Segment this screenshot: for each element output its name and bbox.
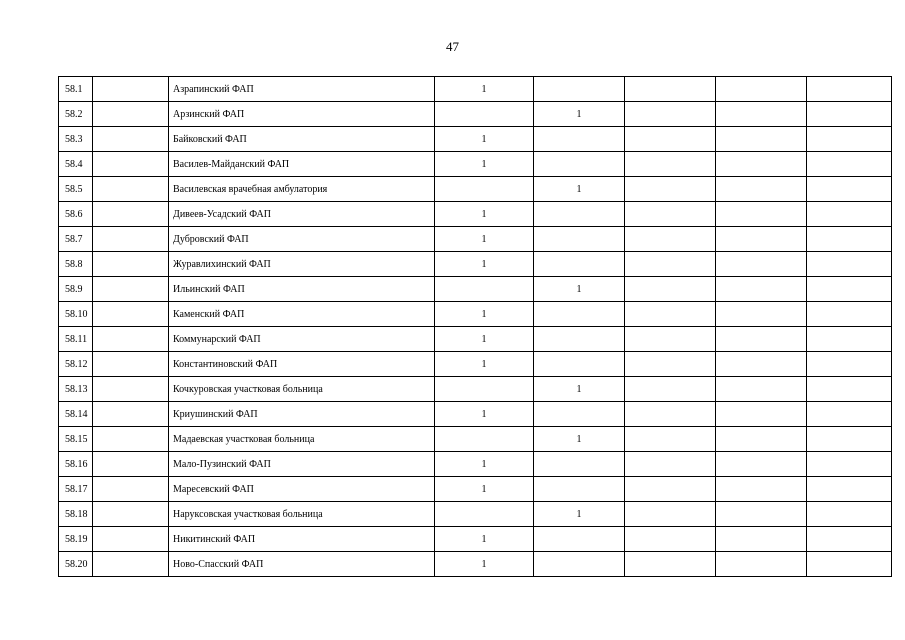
value-cell-col7 bbox=[716, 177, 807, 202]
facility-name-cell: Никитинский ФАП bbox=[169, 527, 435, 552]
table-row bbox=[59, 502, 892, 527]
row-number-cell: 58.3 bbox=[59, 127, 93, 152]
row-number-cell: 58.1 bbox=[59, 77, 93, 102]
value-cell-col5: 1 bbox=[534, 502, 625, 527]
code-cell bbox=[93, 527, 169, 552]
value-cell-col7 bbox=[716, 502, 807, 527]
row-number-cell: 58.6 bbox=[59, 202, 93, 227]
table-row bbox=[59, 402, 892, 427]
value-cell-col6 bbox=[625, 227, 716, 252]
row-number-cell: 58.8 bbox=[59, 252, 93, 277]
facility-name-cell: Константиновский ФАП bbox=[169, 352, 435, 377]
code-cell bbox=[93, 352, 169, 377]
table-row bbox=[59, 427, 892, 452]
code-cell bbox=[93, 377, 169, 402]
value-cell-col5 bbox=[534, 152, 625, 177]
table-row bbox=[59, 452, 892, 477]
value-cell-col5 bbox=[534, 302, 625, 327]
row-number-cell: 58.17 bbox=[59, 477, 93, 502]
code-cell bbox=[93, 252, 169, 277]
value-cell-col4 bbox=[435, 177, 534, 202]
value-cell-col5 bbox=[534, 402, 625, 427]
value-cell-col8 bbox=[807, 102, 892, 127]
table-row bbox=[59, 327, 892, 352]
row-number-cell: 58.10 bbox=[59, 302, 93, 327]
row-number-cell: 58.5 bbox=[59, 177, 93, 202]
table-row bbox=[59, 377, 892, 402]
value-cell-col7 bbox=[716, 377, 807, 402]
table-row bbox=[59, 552, 892, 577]
value-cell-col7 bbox=[716, 552, 807, 577]
code-cell bbox=[93, 102, 169, 127]
value-cell-col8 bbox=[807, 452, 892, 477]
value-cell-col8 bbox=[807, 202, 892, 227]
facility-name-cell: Ильинский ФАП bbox=[169, 277, 435, 302]
code-cell bbox=[93, 302, 169, 327]
value-cell-col7 bbox=[716, 277, 807, 302]
facility-name-cell: Кочкуровская участковая больница bbox=[169, 377, 435, 402]
code-cell bbox=[93, 427, 169, 452]
value-cell-col4 bbox=[435, 377, 534, 402]
value-cell-col7 bbox=[716, 302, 807, 327]
page-number: 47 bbox=[446, 39, 459, 54]
facility-name-cell: Наруксовская участковая больница bbox=[169, 502, 435, 527]
facility-name-cell: Каменский ФАП bbox=[169, 302, 435, 327]
code-cell bbox=[93, 552, 169, 577]
code-cell bbox=[93, 77, 169, 102]
value-cell-col5 bbox=[534, 202, 625, 227]
value-cell-col4 bbox=[435, 427, 534, 452]
value-cell-col6 bbox=[625, 477, 716, 502]
value-cell-col5: 1 bbox=[534, 377, 625, 402]
value-cell-col4: 1 bbox=[435, 252, 534, 277]
value-cell-col7 bbox=[716, 102, 807, 127]
value-cell-col8 bbox=[807, 427, 892, 452]
value-cell-col4: 1 bbox=[435, 77, 534, 102]
facility-name-cell: Дивеев-Усадский ФАП bbox=[169, 202, 435, 227]
table-row bbox=[59, 152, 892, 177]
value-cell-col5 bbox=[534, 477, 625, 502]
row-number-cell: 58.15 bbox=[59, 427, 93, 452]
code-cell bbox=[93, 402, 169, 427]
value-cell-col8 bbox=[807, 527, 892, 552]
value-cell-col7 bbox=[716, 427, 807, 452]
value-cell-col4: 1 bbox=[435, 152, 534, 177]
code-cell bbox=[93, 502, 169, 527]
value-cell-col4: 1 bbox=[435, 127, 534, 152]
value-cell-col6 bbox=[625, 352, 716, 377]
value-cell-col4: 1 bbox=[435, 452, 534, 477]
facility-name-cell: Мало-Пузинский ФАП bbox=[169, 452, 435, 477]
code-cell bbox=[93, 177, 169, 202]
value-cell-col5 bbox=[534, 327, 625, 352]
value-cell-col6 bbox=[625, 77, 716, 102]
table-row bbox=[59, 177, 892, 202]
value-cell-col8 bbox=[807, 277, 892, 302]
value-cell-col6 bbox=[625, 152, 716, 177]
value-cell-col7 bbox=[716, 127, 807, 152]
facility-name-cell: Дубровский ФАП bbox=[169, 227, 435, 252]
value-cell-col6 bbox=[625, 252, 716, 277]
value-cell-col8 bbox=[807, 152, 892, 177]
facility-name-cell: Криушинский ФАП bbox=[169, 402, 435, 427]
value-cell-col4 bbox=[435, 102, 534, 127]
table-row bbox=[59, 477, 892, 502]
table-body bbox=[59, 77, 892, 577]
value-cell-col8 bbox=[807, 327, 892, 352]
row-number-cell: 58.18 bbox=[59, 502, 93, 527]
value-cell-col7 bbox=[716, 402, 807, 427]
row-number-cell: 58.9 bbox=[59, 277, 93, 302]
row-number-cell: 58.13 bbox=[59, 377, 93, 402]
value-cell-col6 bbox=[625, 402, 716, 427]
value-cell-col8 bbox=[807, 502, 892, 527]
table-row bbox=[59, 527, 892, 552]
value-cell-col6 bbox=[625, 277, 716, 302]
value-cell-col7 bbox=[716, 477, 807, 502]
row-number-cell: 58.7 bbox=[59, 227, 93, 252]
code-cell bbox=[93, 477, 169, 502]
value-cell-col7 bbox=[716, 352, 807, 377]
value-cell-col7 bbox=[716, 152, 807, 177]
value-cell-col8 bbox=[807, 77, 892, 102]
value-cell-col8 bbox=[807, 227, 892, 252]
value-cell-col6 bbox=[625, 502, 716, 527]
facility-name-cell: Ново-Спасский ФАП bbox=[169, 552, 435, 577]
row-number-cell: 58.16 bbox=[59, 452, 93, 477]
value-cell-col5: 1 bbox=[534, 277, 625, 302]
row-number-cell: 58.12 bbox=[59, 352, 93, 377]
facility-name-cell: Журавлихинский ФАП bbox=[169, 252, 435, 277]
value-cell-col7 bbox=[716, 202, 807, 227]
value-cell-col5 bbox=[534, 127, 625, 152]
value-cell-col6 bbox=[625, 102, 716, 127]
value-cell-col5 bbox=[534, 527, 625, 552]
value-cell-col8 bbox=[807, 552, 892, 577]
facility-name-cell: Арзинский ФАП bbox=[169, 102, 435, 127]
value-cell-col5 bbox=[534, 252, 625, 277]
code-cell bbox=[93, 127, 169, 152]
value-cell-col5: 1 bbox=[534, 427, 625, 452]
value-cell-col6 bbox=[625, 202, 716, 227]
value-cell-col7 bbox=[716, 327, 807, 352]
code-cell bbox=[93, 202, 169, 227]
row-number-cell: 58.4 bbox=[59, 152, 93, 177]
value-cell-col8 bbox=[807, 252, 892, 277]
value-cell-col5 bbox=[534, 452, 625, 477]
code-cell bbox=[93, 327, 169, 352]
facility-name-cell: Василев-Майданский ФАП bbox=[169, 152, 435, 177]
table-row bbox=[59, 252, 892, 277]
value-cell-col6 bbox=[625, 527, 716, 552]
value-cell-col7 bbox=[716, 252, 807, 277]
value-cell-col4: 1 bbox=[435, 552, 534, 577]
code-cell bbox=[93, 152, 169, 177]
facility-name-cell: Коммунарский ФАП bbox=[169, 327, 435, 352]
value-cell-col8 bbox=[807, 177, 892, 202]
table-row bbox=[59, 227, 892, 252]
value-cell-col4: 1 bbox=[435, 477, 534, 502]
facility-name-cell: Азрапинский ФАП bbox=[169, 77, 435, 102]
row-number-cell: 58.14 bbox=[59, 402, 93, 427]
value-cell-col5 bbox=[534, 77, 625, 102]
value-cell-col8 bbox=[807, 352, 892, 377]
value-cell-col4: 1 bbox=[435, 402, 534, 427]
value-cell-col4: 1 bbox=[435, 327, 534, 352]
row-number-cell: 58.20 bbox=[59, 552, 93, 577]
value-cell-col4 bbox=[435, 502, 534, 527]
value-cell-col6 bbox=[625, 377, 716, 402]
value-cell-col8 bbox=[807, 402, 892, 427]
table-row bbox=[59, 302, 892, 327]
value-cell-col4: 1 bbox=[435, 302, 534, 327]
value-cell-col5 bbox=[534, 227, 625, 252]
value-cell-col6 bbox=[625, 327, 716, 352]
table-row bbox=[59, 77, 892, 102]
table-row bbox=[59, 277, 892, 302]
value-cell-col4: 1 bbox=[435, 527, 534, 552]
value-cell-col8 bbox=[807, 377, 892, 402]
value-cell-col8 bbox=[807, 302, 892, 327]
value-cell-col4: 1 bbox=[435, 202, 534, 227]
value-cell-col4: 1 bbox=[435, 352, 534, 377]
facility-name-cell: Байковский ФАП bbox=[169, 127, 435, 152]
row-number-cell: 58.11 bbox=[59, 327, 93, 352]
table-row bbox=[59, 352, 892, 377]
value-cell-col7 bbox=[716, 527, 807, 552]
value-cell-col4 bbox=[435, 277, 534, 302]
facility-name-cell: Василевская врачебная амбулатория bbox=[169, 177, 435, 202]
value-cell-col8 bbox=[807, 477, 892, 502]
table-row bbox=[59, 127, 892, 152]
value-cell-col8 bbox=[807, 127, 892, 152]
facilities-table bbox=[58, 76, 892, 577]
facility-name-cell: Мадаевская участковая больница bbox=[169, 427, 435, 452]
value-cell-col4: 1 bbox=[435, 227, 534, 252]
row-number-cell: 58.2 bbox=[59, 102, 93, 127]
value-cell-col5: 1 bbox=[534, 102, 625, 127]
value-cell-col7 bbox=[716, 227, 807, 252]
table-row bbox=[59, 202, 892, 227]
value-cell-col5 bbox=[534, 552, 625, 577]
value-cell-col6 bbox=[625, 427, 716, 452]
value-cell-col6 bbox=[625, 127, 716, 152]
value-cell-col6 bbox=[625, 177, 716, 202]
code-cell bbox=[93, 277, 169, 302]
value-cell-col6 bbox=[625, 452, 716, 477]
code-cell bbox=[93, 452, 169, 477]
value-cell-col6 bbox=[625, 302, 716, 327]
value-cell-col5 bbox=[534, 352, 625, 377]
value-cell-col6 bbox=[625, 552, 716, 577]
value-cell-col5: 1 bbox=[534, 177, 625, 202]
code-cell bbox=[93, 227, 169, 252]
value-cell-col7 bbox=[716, 77, 807, 102]
table-row bbox=[59, 102, 892, 127]
row-number-cell: 58.19 bbox=[59, 527, 93, 552]
value-cell-col7 bbox=[716, 452, 807, 477]
facility-name-cell: Маресевский ФАП bbox=[169, 477, 435, 502]
